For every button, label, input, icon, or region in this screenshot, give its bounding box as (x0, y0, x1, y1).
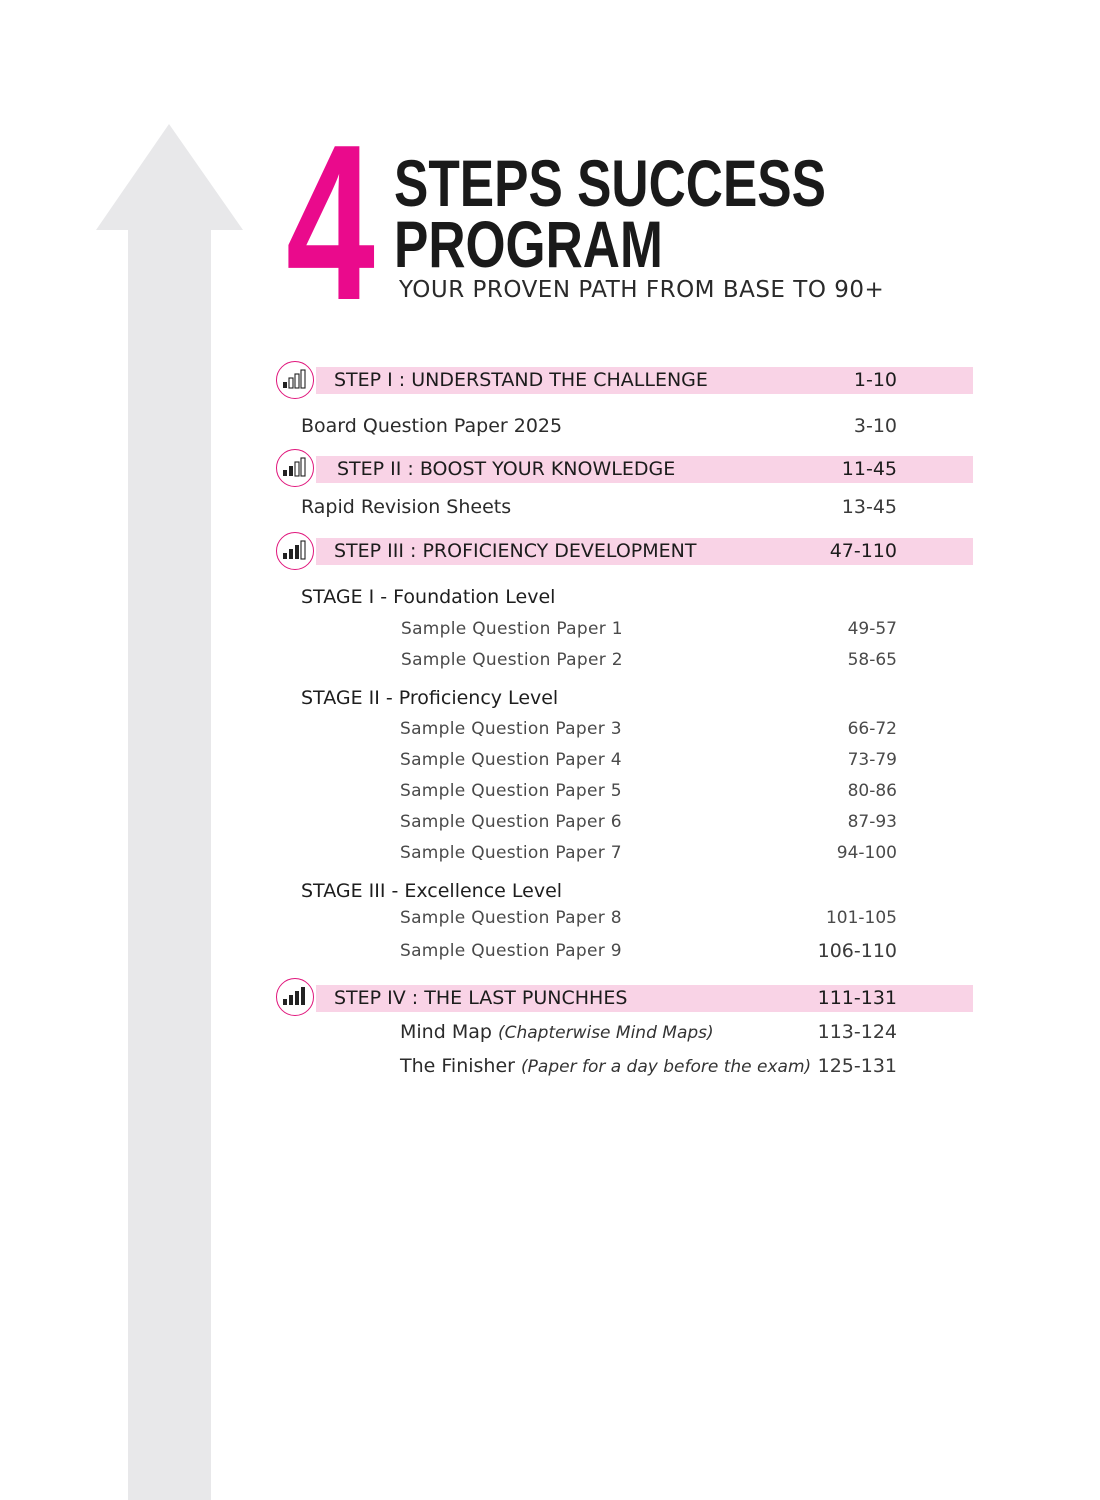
sample-paper-9-label[interactable]: Sample Question Paper 9 (400, 941, 622, 961)
step-2-label: STEP II : BOOST YOUR KNOWLEDGE (337, 458, 676, 480)
sample-paper-8-pages: 101-105 (825, 908, 897, 928)
rapid-revision-pages: 13-45 (841, 496, 897, 518)
finisher-entry[interactable] (400, 1055, 811, 1077)
sample-paper-6-pages: 87-93 (847, 812, 897, 832)
page-tagline: YOUR PROVEN PATH FROM BASE TO 90+ (399, 277, 885, 303)
sample-paper-8-label[interactable]: Sample Question Paper 8 (400, 908, 622, 928)
sample-paper-3-label[interactable]: Sample Question Paper 3 (400, 719, 622, 739)
sample-paper-5-label[interactable]: Sample Question Paper 5 (400, 781, 622, 801)
finisher-note: (Paper for a day before the exam) (521, 1057, 812, 1077)
sample-paper-1-pages: 49-57 (847, 619, 897, 639)
mind-map-label: Mind Map (400, 1021, 492, 1043)
signal-bars-icon (276, 532, 314, 570)
sample-paper-4-label[interactable]: Sample Question Paper 4 (400, 750, 622, 770)
step-3-pages: 47-110 (829, 540, 897, 562)
mind-map-entry[interactable] (400, 1021, 714, 1043)
stage-2-label: STAGE II - Proficiency Level (301, 687, 559, 709)
signal-bars-icon-graphic (282, 540, 308, 562)
signal-bars-icon (276, 361, 314, 399)
sample-paper-2-pages: 58-65 (847, 650, 897, 670)
sample-paper-2-label[interactable]: Sample Question Paper 2 (401, 650, 623, 670)
sample-paper-3-pages: 66-72 (847, 719, 897, 739)
signal-bars-icon (276, 449, 314, 487)
sample-paper-1-label[interactable]: Sample Question Paper 1 (401, 619, 623, 639)
sample-paper-9-pages: 106-110 (817, 940, 897, 962)
stage-1-label: STAGE I - Foundation Level (301, 586, 556, 608)
step-1-label: STEP I : UNDERSTAND THE CHALLENGE (334, 369, 708, 391)
rapid-revision-label[interactable]: Rapid Revision Sheets (301, 496, 512, 518)
stage-3-label: STAGE III - Excellence Level (301, 880, 563, 902)
page-title-line1: STEPS SUCCESS (394, 146, 826, 220)
mind-map-pages: 113-124 (817, 1021, 897, 1043)
signal-bars-icon-graphic (282, 457, 308, 479)
step-1-pages: 1-10 (853, 369, 897, 391)
step-2-pages: 11-45 (841, 458, 897, 480)
step-3-label: STEP III : PROFICIENCY DEVELOPMENT (334, 540, 697, 562)
board-paper-pages: 3-10 (853, 415, 897, 437)
finisher-label: The Finisher (400, 1055, 515, 1077)
sample-paper-4-pages: 73-79 (847, 750, 897, 770)
page-title-line2: PROGRAM (394, 207, 663, 281)
up-arrow-graphic (0, 0, 260, 1500)
signal-bars-icon-graphic (282, 369, 308, 391)
step-4-label: STEP IV : THE LAST PUNCHHES (334, 987, 628, 1009)
step-4-pages: 111-131 (817, 987, 897, 1009)
big-number-four: 4 (286, 99, 373, 347)
finisher-pages: 125-131 (817, 1055, 897, 1077)
mind-map-note: (Chapterwise Mind Maps) (497, 1023, 714, 1043)
board-paper-label[interactable]: Board Question Paper 2025 (301, 415, 563, 437)
sample-paper-7-pages: 94-100 (836, 843, 897, 863)
sample-paper-5-pages: 80-86 (847, 781, 897, 801)
sample-paper-7-label[interactable]: Sample Question Paper 7 (400, 843, 622, 863)
sample-paper-6-label[interactable]: Sample Question Paper 6 (400, 812, 622, 832)
signal-bars-icon (276, 978, 314, 1016)
signal-bars-icon-graphic (282, 986, 308, 1008)
